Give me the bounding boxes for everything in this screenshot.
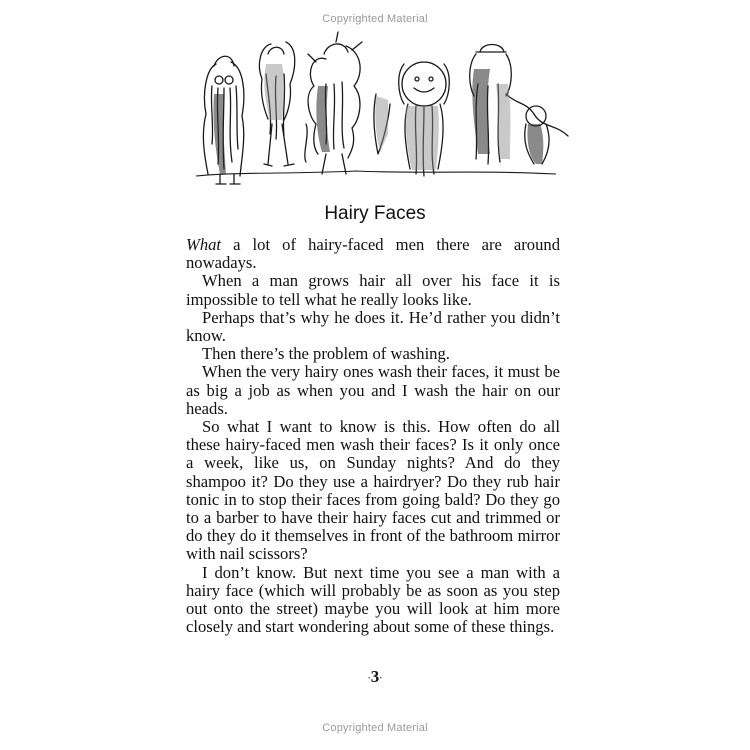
paragraph-5: When the very hairy ones wash their faces, it must be as big a job as when you and I wash the hair on our heads. (186, 362, 560, 418)
paragraph-6: So what I want to know is this. How often do all these hairy-faced men wash their faces? Is it only once a week, like us, on Sunday nights? And do they shampoo it? Do they use a hairdryer? Do they rub hair tonic in to stop their faces from going bald? Do they go to a barber to have their hairy faces cut and trimmed or do they do it themselves in front of the bathroom mirror with nail scissors? (186, 417, 560, 564)
hairy-men-illustration (176, 24, 582, 190)
paragraph-7: I don’t know. But next time you see a man with a hairy face (which will probably be as soon as you step out onto the street) maybe you will look at him more closely and start wondering about some of these things. (186, 562, 560, 637)
page-number-dot-right: · (379, 673, 383, 684)
page-number (0, 667, 750, 687)
page-number-value: 3 (370, 667, 380, 686)
figure-3 (308, 32, 362, 174)
paragraph-1-text: a lot of hairy-faced men there are around nowadays. (186, 235, 560, 273)
paragraph-3: Perhaps that’s why he does it. He’d rather you didn’t know. (186, 307, 560, 346)
paragraph-2: When a man grows hair all over his face it is impossible to tell what he really looks like. (186, 271, 560, 309)
paragraph-4: Then there’s the problem of washing. (202, 344, 450, 364)
copyright-watermark-top: Copyrighted Material (322, 13, 428, 25)
page-number-dot-left: · (367, 673, 371, 684)
emphasis-what: What (186, 235, 222, 254)
body-text (186, 236, 560, 636)
paragraph-1 (186, 236, 560, 272)
chapter-title: Hairy Faces (324, 203, 426, 224)
copyright-watermark-bottom: Copyrighted Material (322, 722, 428, 734)
